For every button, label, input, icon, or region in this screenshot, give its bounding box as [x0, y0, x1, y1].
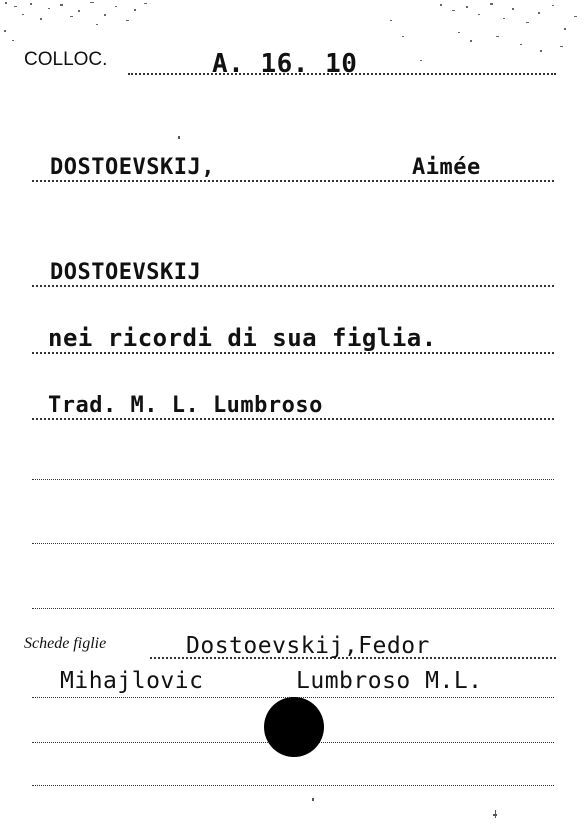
title-line3-dotted	[32, 418, 554, 420]
title-line2-dotted	[32, 352, 554, 354]
author-dotted-line	[32, 180, 554, 182]
title-line1: DOSTOEVSKIJ	[50, 260, 202, 285]
speck	[312, 798, 314, 801]
punch-hole	[264, 697, 324, 757]
empty-dotted-line	[32, 785, 554, 786]
title-line3: Trad. M. L. Lumbroso	[48, 393, 323, 418]
author-surname: DOSTOEVSKIJ,	[50, 155, 215, 180]
speck	[495, 810, 496, 818]
schede-line2-b: Lumbroso M.L.	[296, 668, 483, 694]
empty-dotted-line	[32, 543, 554, 544]
author-name: Aimée	[412, 155, 481, 180]
schede-line1: Dostoevskij,Fedor	[186, 633, 430, 659]
speck	[178, 136, 180, 139]
empty-dotted-line	[32, 479, 554, 480]
schede-figlie-label: Schede figlie	[24, 635, 107, 652]
empty-dotted-line	[32, 608, 554, 609]
colloc-value: A. 16. 10	[212, 49, 358, 79]
title-line1-dotted	[32, 285, 554, 287]
colloc-label: COLLOC.	[24, 49, 108, 70]
title-line2: nei ricordi di sua figlia.	[48, 324, 437, 352]
schede-line2-a: Mihajlovic	[60, 668, 204, 694]
